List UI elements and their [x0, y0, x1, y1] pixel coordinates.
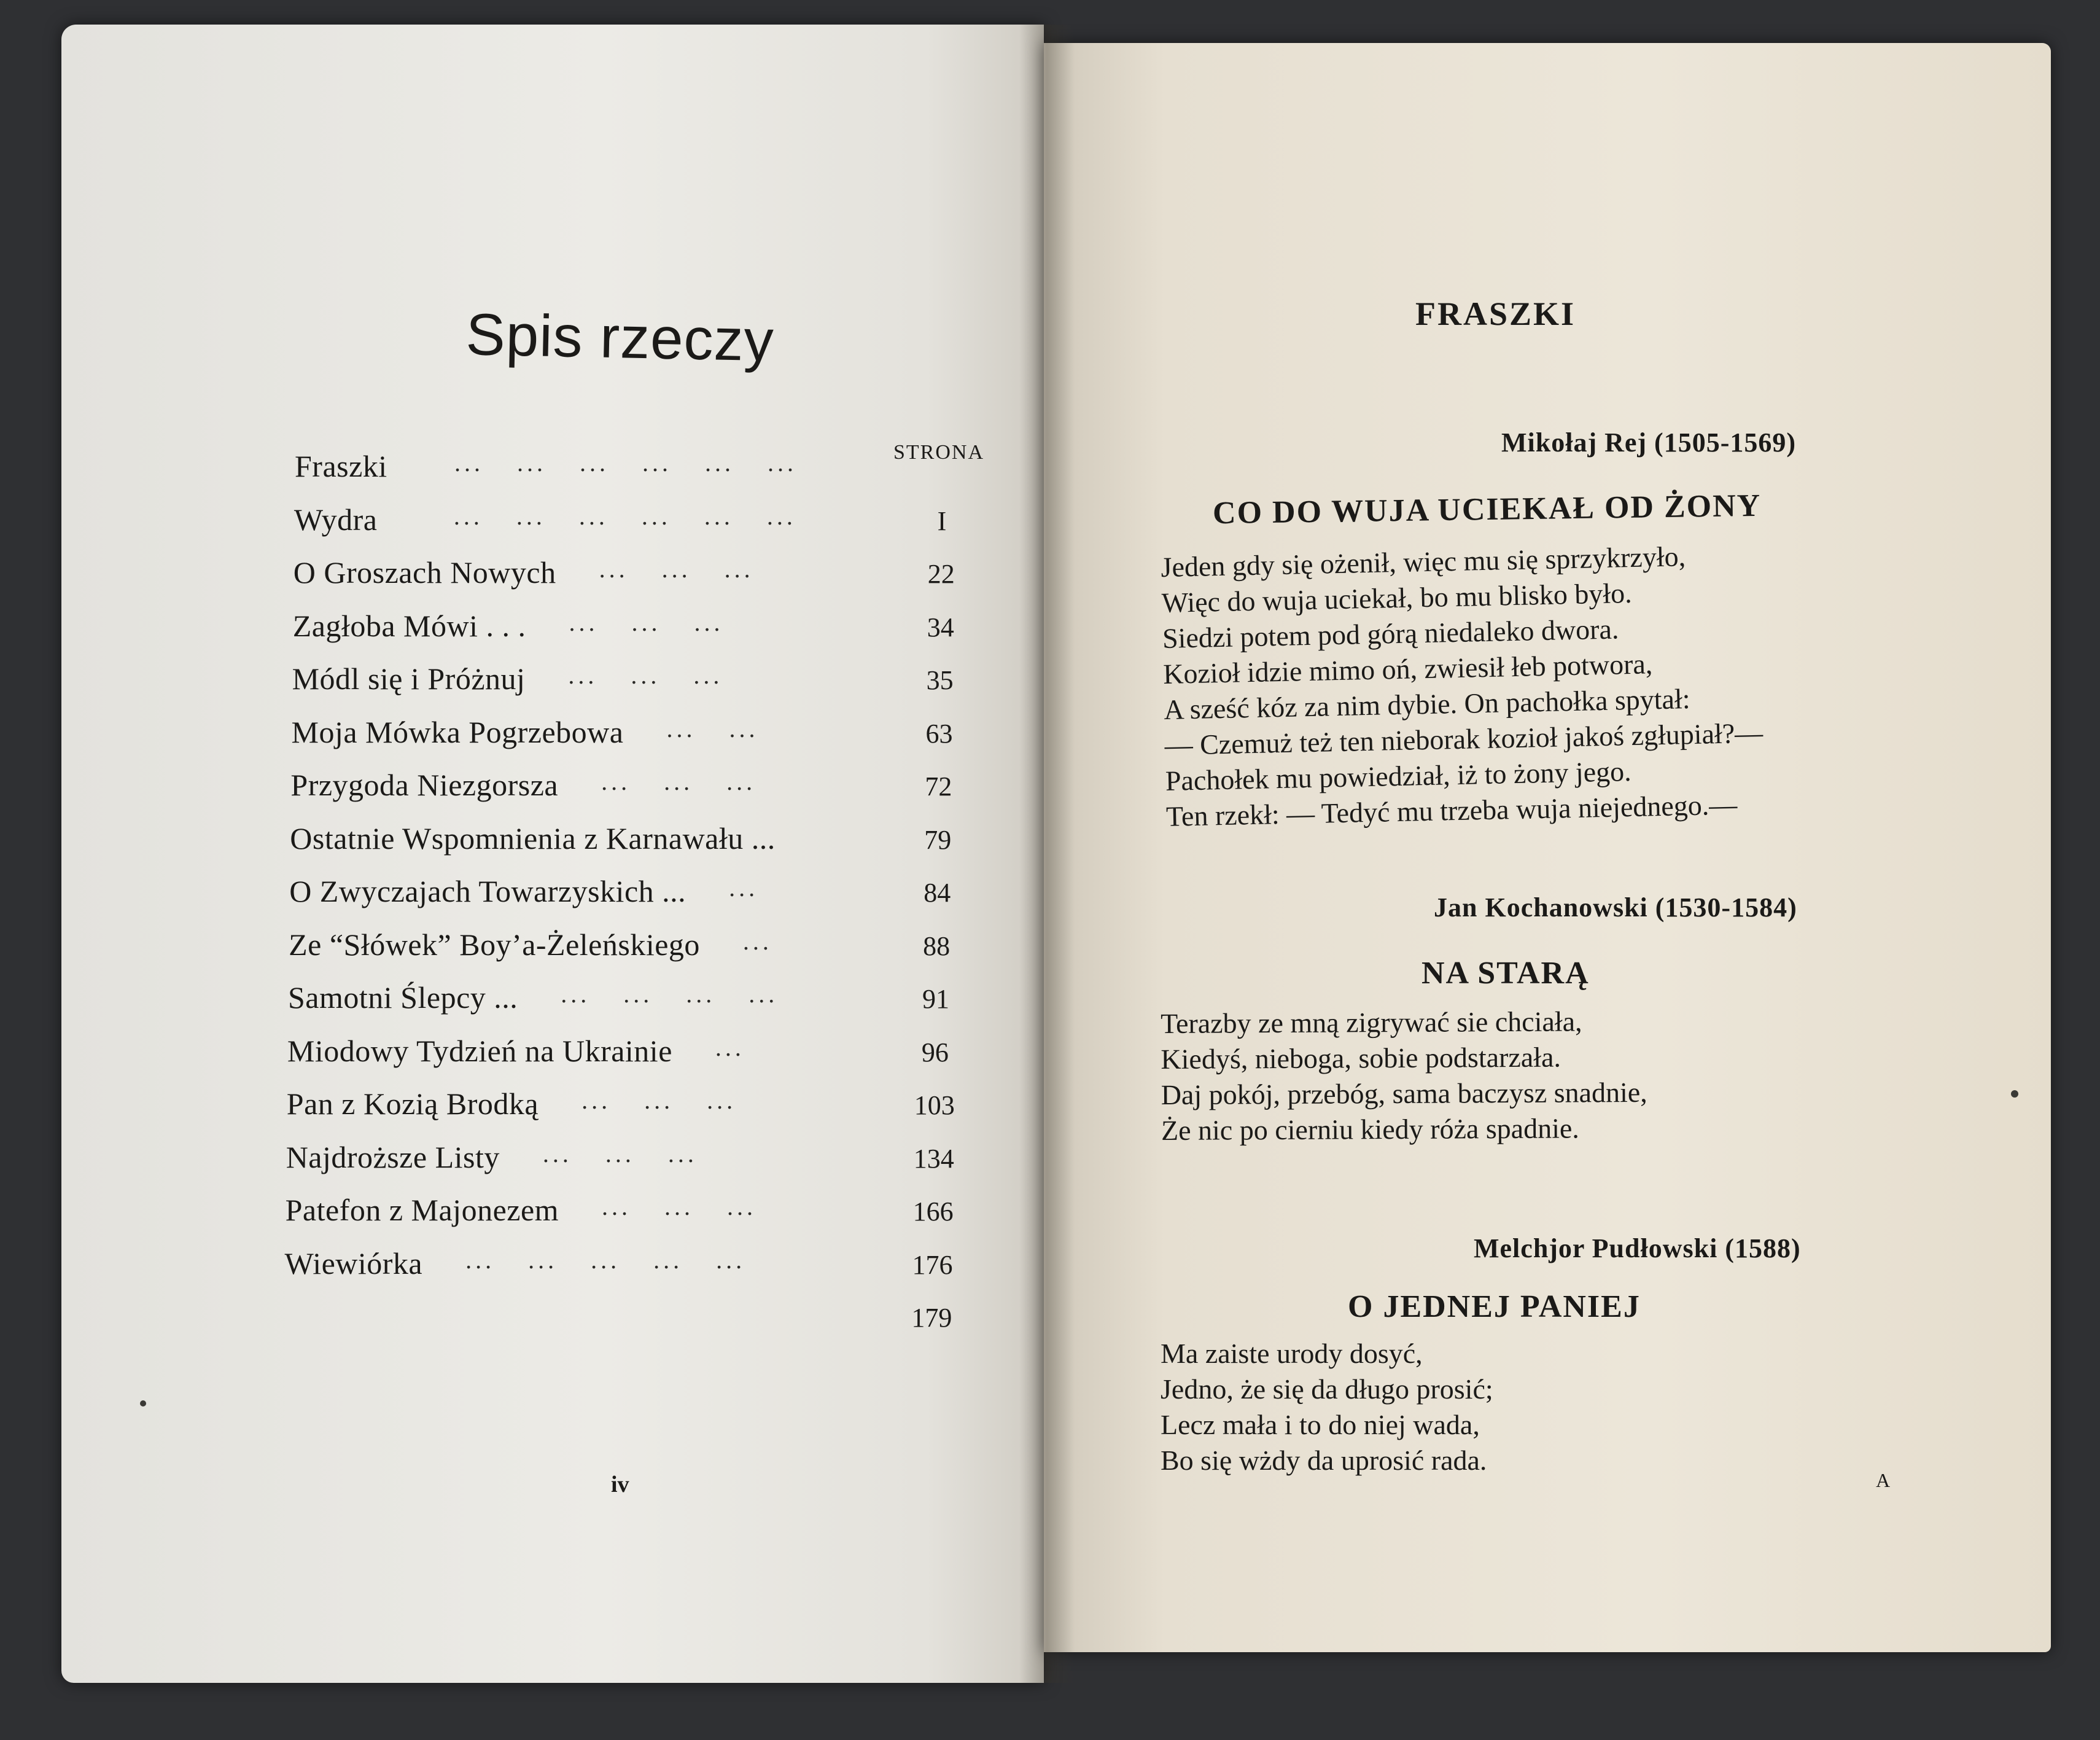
toc-page-number: 91: [922, 984, 949, 1014]
toc-entry-title: Ze “Słówek” Boy’a-Żeleńskiego: [289, 927, 700, 962]
toc-entry: [292, 714, 979, 759]
poem-body: [1161, 537, 1765, 835]
toc-page-number: I: [937, 505, 947, 536]
poem-line: Bo się wżdy da uprosić rada.: [1161, 1445, 1487, 1476]
poem-line: Terazby ze mną zigrywać sie chciała,: [1161, 1005, 1582, 1039]
toc-leader-dots: ... ... ... ... ... ...: [454, 449, 797, 477]
toc-entry-title: Pan z Kozią Brodką: [286, 1087, 539, 1121]
poem-body: [1161, 1336, 1493, 1478]
poem-author: Jan Kochanowski (1530-1584): [1434, 892, 1797, 923]
toc-page-number: 22: [927, 559, 955, 589]
toc-entry: [290, 767, 978, 811]
toc-entry-title: O Zwyczajach Towarzyskich ...: [289, 874, 686, 908]
toc-entry-title: Miodowy Tydzień na Ukrainie: [287, 1033, 672, 1068]
poem-line: Ma zaiste urody dosyć,: [1161, 1338, 1423, 1369]
toc-entry: [294, 502, 982, 546]
toc-entry: [293, 608, 981, 652]
poem-author: Mikołaj Rej (1505-1569): [1501, 427, 1797, 458]
poem-line: Kozioł idzie mimo oń, zwiesił łeb potwora,: [1162, 648, 1653, 690]
poem-body: [1161, 1004, 1647, 1149]
toc-entry: [289, 873, 977, 918]
toc-leader-dots: ...: [742, 927, 772, 955]
poem-line: Jeden gdy się ożenił, więc mu się sprzykrzyło,: [1161, 540, 1686, 583]
toc-page-number: 84: [924, 878, 951, 908]
toc-title: Spis rzeczy: [465, 301, 775, 374]
toc-page-number: 63: [925, 718, 953, 749]
toc-entry-title: Fraszki: [295, 449, 387, 483]
toc-entry-title: Zagłoba Mówi . . .: [292, 608, 526, 643]
toc-entry: [289, 927, 976, 971]
toc-leader-dots: ... ... ... ... ...: [465, 1246, 746, 1274]
poem-line: Jedno, że się da długo prosić;: [1161, 1373, 1493, 1405]
right-page-folio: A: [1876, 1469, 1891, 1491]
toc-last-page-number: [284, 1298, 971, 1343]
toc-entry-title: Módl się i Próżnuj: [292, 661, 526, 696]
poem-line: A sześć kóz za nim dybie. On pachołka spytał:: [1163, 682, 1690, 725]
toc-entry-title: Moja Mówka Pogrzebowa: [291, 714, 624, 749]
poem-line: Że nic po cierniu kiedy róża spadnie.: [1161, 1112, 1579, 1146]
toc-page-number: 34: [927, 612, 954, 642]
toc-entry-title: Wydra: [294, 502, 378, 537]
toc-leader-dots: ... ... ... ...: [561, 980, 779, 1008]
toc-entry: [292, 661, 980, 705]
toc-entry: [287, 1086, 974, 1130]
toc-leader-dots: ... ... ...: [542, 1139, 698, 1168]
toc-entry-title: Patefon z Majonezem: [285, 1193, 559, 1227]
toc-entry: [285, 1246, 973, 1290]
poem-line: Pachołek mu powiedział, iż to żony jego.: [1165, 755, 1632, 797]
page-column-header: STRONA: [893, 441, 985, 464]
poem-line: Lecz mała i to do niej wada,: [1161, 1409, 1480, 1440]
paper-speck: [2011, 1090, 2018, 1098]
poem-line: Kiedyś, nieboga, sobie podstarzała.: [1161, 1041, 1561, 1075]
toc-entry-title: Samotni Ślepcy ...: [288, 980, 518, 1015]
toc-leader-dots: ... ... ... ... ... ...: [453, 502, 796, 530]
toc-leader-dots: ... ... ...: [581, 1087, 737, 1114]
toc-page-number: 166: [912, 1196, 954, 1227]
toc-entry-title: Najdroższe Listy: [286, 1139, 500, 1174]
toc-page-number: 35: [926, 665, 954, 695]
toc-entry: [286, 1192, 973, 1236]
toc-entry: [287, 1033, 975, 1077]
toc-page-number: 88: [923, 930, 951, 961]
toc-leader-dots: ... ...: [666, 714, 759, 743]
poem-title: CO DO WUJA UCIEKAŁ OD ŻONY: [1212, 488, 1762, 531]
toc-leader-dots: ... ... ...: [602, 1193, 757, 1220]
toc-leader-dots: ...: [729, 874, 759, 902]
toc-page-number: 176: [912, 1249, 953, 1280]
toc-page-number: 72: [925, 771, 952, 802]
left-page-folio: iv: [611, 1472, 629, 1497]
toc-page-number: 96: [921, 1037, 949, 1067]
toc-leader-dots: ... ... ...: [599, 555, 754, 583]
toc-leader-dots: ... ... ...: [569, 608, 724, 636]
toc-entry: [288, 980, 976, 1024]
poem-line: Daj pokój, przebóg, sama baczysz snadnie,: [1161, 1076, 1647, 1110]
poem-line: Ten rzekł: — Tedyć mu trzeba wuja niejednego.—: [1165, 789, 1738, 832]
toc-leader-dots: ... ... ...: [601, 768, 756, 795]
toc-page-number: 134: [913, 1143, 954, 1174]
toc-entry-title: Ostatnie Wspomnienia z Karnawału ...: [290, 821, 776, 856]
toc-entry-title: Przygoda Niezgorsza: [290, 768, 559, 802]
poem-line: — Czemuż też ten nieborak kozioł jakoś zgłupiał?—: [1164, 717, 1764, 761]
poem-title: O JEDNEJ PANIEJ: [1348, 1289, 1641, 1324]
toc-entry: [286, 1139, 974, 1184]
toc-entry: [295, 448, 982, 493]
toc-page-number: 79: [924, 824, 952, 855]
toc-leader-dots: ... ... ...: [568, 661, 723, 689]
section-heading: FRASZKI: [1415, 295, 1576, 332]
toc-entry-title: Wiewiórka: [284, 1246, 423, 1281]
poem-line: Siedzi potem pod górą niedaleko dwora.: [1162, 613, 1619, 654]
poem-title: NA STARĄ: [1421, 956, 1590, 991]
paper-speck: [140, 1400, 146, 1406]
poem-author: Melchjor Pudłowski (1588): [1474, 1233, 1801, 1263]
toc-entry: [294, 555, 981, 599]
poem-line: Więc do wuja uciekał, bo mu blisko było.: [1161, 577, 1633, 618]
toc-page-number: 103: [914, 1090, 955, 1120]
toc-leader-dots: ...: [715, 1033, 745, 1061]
toc-page-number: 179: [911, 1303, 952, 1333]
toc-entry: [290, 821, 978, 865]
toc-entry-title: O Groszach Nowych: [293, 555, 556, 590]
